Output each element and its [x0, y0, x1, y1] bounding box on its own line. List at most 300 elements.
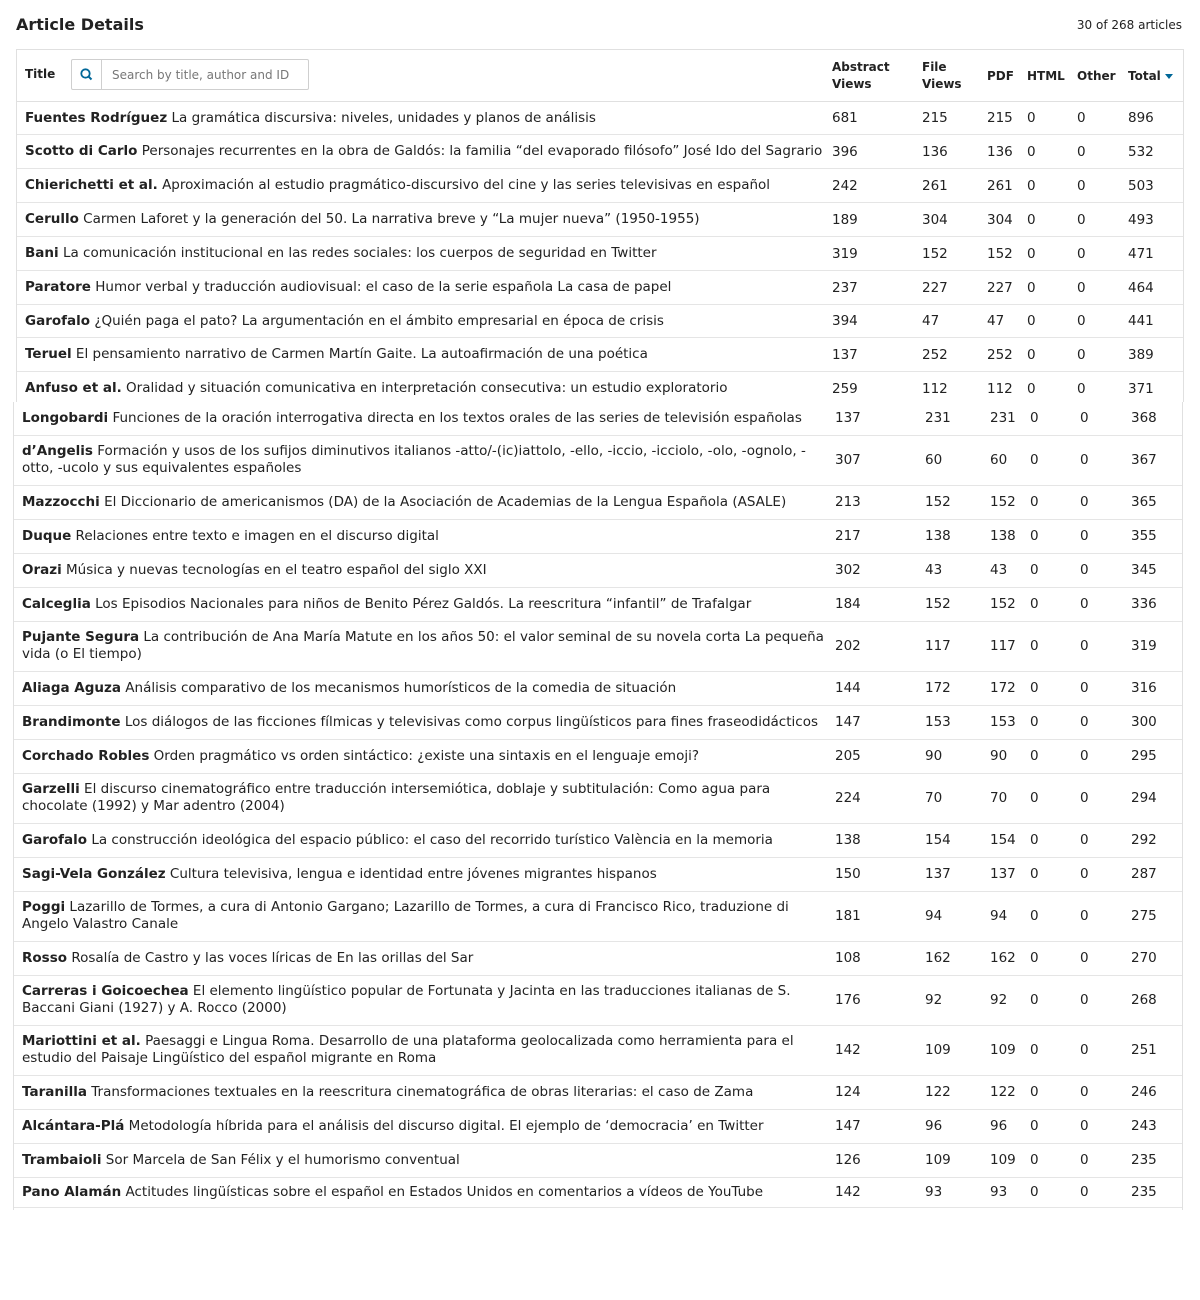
cell-html: 0 [1027, 102, 1077, 135]
cell-abstract: 176 [835, 975, 925, 1025]
cell-pdf: 136 [987, 135, 1027, 169]
article-title-cell [14, 1075, 835, 1109]
cell-total: 287 [1131, 857, 1182, 891]
cell-other: 0 [1077, 372, 1128, 403]
cell-total: 532 [1128, 135, 1183, 169]
article-author: Alcántara-Plá [22, 1117, 125, 1134]
article-title: Los diálogos de las ficciones fílmicas y televisivas como corpus lingüísticos para fines fraseodidácticos [124, 713, 818, 730]
cell-total: 316 [1131, 671, 1182, 705]
cell-pdf: 215 [987, 102, 1027, 135]
cell-pdf: 117 [990, 621, 1030, 671]
cell-other: 0 [1080, 823, 1131, 857]
table-row[interactable] [14, 435, 1182, 485]
cell-file: 138 [925, 519, 990, 553]
table-row[interactable] [14, 402, 1182, 435]
cell-file: 137 [925, 857, 990, 891]
cell-other: 0 [1080, 1075, 1131, 1109]
cell-file: 70 [925, 773, 990, 823]
table-row[interactable] [14, 671, 1182, 705]
cell-abstract: 142 [835, 1177, 925, 1207]
table-row[interactable] [14, 587, 1182, 621]
article-title-cell [14, 621, 835, 671]
cell-file: 215 [922, 102, 987, 135]
cell-other: 0 [1080, 1025, 1131, 1075]
article-title: Relaciones entre texto e imagen en el discurso digital [75, 527, 439, 544]
article-author: Garofalo [25, 312, 91, 329]
cell-file: 93 [925, 1177, 990, 1207]
cell-html: 0 [1030, 823, 1080, 857]
column-title-label: Title [25, 67, 56, 81]
cell-html: 0 [1030, 739, 1080, 773]
table-row[interactable] [17, 237, 1183, 271]
cell-html: 0 [1030, 1177, 1080, 1207]
article-title: La construcción ideológica del espacio público: el caso del recorrido turístico València en la memoria [91, 831, 773, 848]
article-count: 30 of 268 articles [1076, 18, 1182, 32]
cell-total: 243 [1131, 1109, 1182, 1143]
cell-other: 0 [1080, 891, 1131, 941]
cell-other: 0 [1077, 237, 1128, 271]
cell-pdf: 154 [990, 823, 1030, 857]
cell-file: 60 [925, 435, 990, 485]
cell-total: 300 [1131, 705, 1182, 739]
cell-abstract: 147 [835, 705, 925, 739]
cell-html: 0 [1030, 402, 1080, 435]
article-title: La comunicación institucional en las redes sociales: los cuerpos de seguridad en Twitter [62, 245, 657, 261]
article-table-top [16, 49, 1184, 402]
cell-pdf: 252 [987, 338, 1027, 372]
table-row[interactable] [17, 135, 1183, 169]
article-author: Mazzocchi [22, 493, 100, 510]
article-title: Metodología híbrida para el análisis del discurso digital. El ejemplo de ‘democracia’ en Twitter [128, 1117, 764, 1134]
cell-file: 96 [925, 1109, 990, 1143]
search-input[interactable] [102, 60, 306, 89]
article-title: Rosalía de Castro y las voces líricas de En las orillas del Sar [71, 949, 474, 966]
cell-abstract: 319 [832, 237, 922, 271]
cell-file: 122 [925, 1075, 990, 1109]
cell-total: 292 [1131, 823, 1182, 857]
cell-html: 0 [1027, 237, 1077, 271]
cell-html: 0 [1027, 135, 1077, 169]
cell-abstract: 302 [835, 553, 925, 587]
table-row[interactable] [14, 773, 1182, 823]
cell-abstract: 124 [835, 1075, 925, 1109]
cell-total: 464 [1128, 271, 1183, 305]
table-row[interactable] [17, 338, 1183, 372]
column-file-views[interactable]: File Views [922, 59, 962, 91]
cell-abstract: 259 [832, 372, 922, 403]
article-title: Funciones de la oración interrogativa directa en los textos orales de las series de televisión españolas [112, 409, 802, 426]
cell-html: 0 [1030, 1075, 1080, 1109]
column-other[interactable]: Other [1077, 68, 1116, 83]
article-author: Pujante Segura [22, 629, 140, 645]
cell-file: 109 [925, 1143, 990, 1177]
table-row[interactable] [14, 739, 1182, 773]
cell-pdf: 304 [987, 203, 1027, 237]
cell-html: 0 [1030, 435, 1080, 485]
article-author: Garzelli [22, 781, 80, 797]
cell-pdf: 152 [990, 485, 1030, 519]
cell-total: 268 [1131, 975, 1182, 1025]
cell-html: 0 [1030, 1025, 1080, 1075]
cell-pdf: 47 [987, 305, 1027, 338]
cell-html: 0 [1027, 169, 1077, 203]
cell-file: 154 [925, 823, 990, 857]
article-author: Brandimonte [22, 713, 121, 730]
article-title: Los Episodios Nacionales para niños de Benito Pérez Galdós. La reescritura “infantil” de Trafalgar [95, 595, 752, 612]
article-author: Pano Alamán [22, 1183, 122, 1200]
cell-html: 0 [1030, 485, 1080, 519]
article-title: Análisis comparativo de los mecanismos humorísticos de la comedia de situación [125, 679, 677, 696]
cell-total: 368 [1131, 402, 1182, 435]
column-abstract-views[interactable]: Abstract Views [832, 59, 890, 91]
cell-total: 355 [1131, 519, 1182, 553]
cell-total: 371 [1128, 372, 1183, 403]
cell-file: 47 [922, 305, 987, 338]
cell-other: 0 [1080, 1143, 1131, 1177]
cell-pdf: 60 [990, 435, 1030, 485]
cell-pdf: 162 [990, 941, 1030, 975]
article-title: Formación y usos de los sufijos diminutivos italianos -atto/-(ic)iattolo, -ello, -iccio, -icciolo, -olo, -ognolo, -otto, -ucolo y sus equivalentes españoles [22, 443, 806, 476]
cell-pdf: 153 [990, 705, 1030, 739]
cell-abstract: 144 [835, 671, 925, 705]
cell-other: 0 [1080, 519, 1131, 553]
cell-abstract: 396 [832, 135, 922, 169]
cell-file: 152 [925, 485, 990, 519]
cell-abstract: 137 [835, 402, 925, 435]
cell-pdf: 227 [987, 271, 1027, 305]
table-row[interactable] [14, 975, 1182, 1025]
cell-abstract: 202 [835, 621, 925, 671]
column-html[interactable]: HTML [1027, 68, 1065, 83]
article-title: Transformaciones textuales en la reescritura cinematográfica de obras literarias: el caso de Zama [91, 1083, 754, 1100]
cell-other: 0 [1077, 305, 1128, 338]
cell-abstract: 181 [835, 891, 925, 941]
table-row[interactable] [14, 621, 1182, 671]
cell-abstract: 681 [832, 102, 922, 135]
cell-pdf: 109 [990, 1143, 1030, 1177]
article-title-cell [14, 671, 835, 705]
article-author: Taranilla [22, 1083, 87, 1100]
article-title-cell [14, 519, 835, 553]
table-row[interactable] [17, 169, 1183, 203]
cell-abstract: 224 [835, 773, 925, 823]
article-title-cell [14, 891, 835, 941]
table-row[interactable] [14, 823, 1182, 857]
column-pdf[interactable]: PDF [987, 68, 1014, 83]
cell-other: 0 [1080, 621, 1131, 671]
cell-html: 0 [1030, 553, 1080, 587]
cell-total: 503 [1128, 169, 1183, 203]
cell-pdf: 138 [990, 519, 1030, 553]
table-row[interactable] [14, 705, 1182, 739]
article-author: Rosso [22, 949, 68, 966]
article-author: Mariottini et al. [22, 1033, 141, 1049]
cell-abstract: 205 [835, 739, 925, 773]
article-title-cell [17, 203, 832, 237]
article-title-cell [14, 941, 835, 975]
article-title: ¿Quién paga el pato? La argumentación en el ámbito empresarial en época de crisis [94, 312, 664, 329]
article-title: Sor Marcela de San Félix y el humorismo conventual [105, 1151, 460, 1168]
article-title-cell [14, 402, 835, 435]
cell-total: 270 [1131, 941, 1182, 975]
cell-other: 0 [1077, 338, 1128, 372]
cell-other: 0 [1077, 102, 1128, 135]
article-author: Paratore [25, 279, 91, 295]
cell-abstract: 184 [835, 587, 925, 621]
article-title-cell [14, 435, 835, 485]
cell-other: 0 [1080, 975, 1131, 1025]
article-author: Poggi [22, 899, 66, 915]
cell-pdf: 109 [990, 1025, 1030, 1075]
sort-desc-icon [1165, 74, 1173, 79]
cell-abstract: 237 [832, 271, 922, 305]
article-title-cell [14, 1143, 835, 1177]
cell-html: 0 [1030, 975, 1080, 1025]
cell-html: 0 [1027, 305, 1077, 338]
table-row[interactable] [14, 1075, 1182, 1109]
article-title-cell [14, 975, 835, 1025]
article-title: El elemento lingüístico popular de Fortunata y Jacinta en las traducciones italianas de S. Baccani Giani (1927) y A. Rocco (2000) [22, 983, 791, 1016]
article-title-cell [14, 773, 835, 823]
cell-html: 0 [1030, 1109, 1080, 1143]
cell-other: 0 [1080, 553, 1131, 587]
article-author: Scotto di Carlo [25, 143, 138, 159]
article-title-cell [17, 338, 832, 372]
cell-other: 0 [1080, 773, 1131, 823]
cell-file: 304 [922, 203, 987, 237]
cell-file: 252 [922, 338, 987, 372]
cell-total: 294 [1131, 773, 1182, 823]
article-author: Cerullo [25, 211, 79, 227]
cell-file: 172 [925, 671, 990, 705]
cell-file: 152 [925, 587, 990, 621]
cell-file: 94 [925, 891, 990, 941]
cell-other: 0 [1080, 435, 1131, 485]
cell-total: 471 [1128, 237, 1183, 271]
cell-pdf: 92 [990, 975, 1030, 1025]
cell-abstract: 307 [835, 435, 925, 485]
article-title: El pensamiento narrativo de Carmen Martín Gaite. La autoafirmación de una poética [75, 346, 648, 362]
article-title: Música y nuevas tecnologías en el teatro español del siglo XXI [66, 561, 487, 578]
cell-abstract: 394 [832, 305, 922, 338]
article-title-cell [17, 135, 832, 169]
cell-pdf: 122 [990, 1075, 1030, 1109]
article-title-cell [14, 739, 835, 773]
cell-html: 0 [1030, 1143, 1080, 1177]
article-title-cell [14, 553, 835, 587]
table-row[interactable] [17, 271, 1183, 305]
article-title-cell [14, 705, 835, 739]
cell-pdf: 231 [990, 402, 1030, 435]
cell-total: 493 [1128, 203, 1183, 237]
cell-html: 0 [1030, 941, 1080, 975]
cell-other: 0 [1080, 857, 1131, 891]
cell-html: 0 [1030, 671, 1080, 705]
table-row[interactable] [17, 305, 1183, 338]
cell-file: 92 [925, 975, 990, 1025]
cell-pdf: 94 [990, 891, 1030, 941]
cell-html: 0 [1027, 203, 1077, 237]
article-title-cell [14, 1109, 835, 1143]
cell-abstract: 138 [835, 823, 925, 857]
cell-html: 0 [1030, 587, 1080, 621]
cell-file: 136 [922, 135, 987, 169]
cell-html: 0 [1027, 271, 1077, 305]
cell-total: 319 [1131, 621, 1182, 671]
article-table-continued [14, 402, 1182, 1208]
cell-html: 0 [1030, 773, 1080, 823]
cell-file: 43 [925, 553, 990, 587]
article-title: Aproximación al estudio pragmático-discursivo del cine y las series televisivas en español [162, 177, 771, 193]
article-title: La contribución de Ana María Matute en los años 50: el valor seminal de su novela corta La pequeña vida (o El tiempo) [22, 629, 824, 662]
cell-abstract: 213 [835, 485, 925, 519]
cell-html: 0 [1030, 621, 1080, 671]
article-title: La gramática discursiva: niveles, unidades y planos de análisis [171, 109, 596, 126]
cell-other: 0 [1077, 271, 1128, 305]
table-row[interactable] [17, 102, 1183, 135]
table-row[interactable] [17, 203, 1183, 237]
article-author: Trambaioli [22, 1151, 102, 1168]
cell-total: 295 [1131, 739, 1182, 773]
article-author: Calceglia [22, 595, 91, 612]
cell-file: 153 [925, 705, 990, 739]
cell-html: 0 [1030, 519, 1080, 553]
article-title: Actitudes lingüísticas sobre el español en Estados Unidos en comentarios a vídeos de YouTube [125, 1183, 764, 1200]
article-author: Longobardi [22, 409, 109, 426]
article-title-cell [14, 1025, 835, 1075]
article-title-cell [17, 305, 832, 338]
table-row[interactable] [14, 941, 1182, 975]
cell-abstract: 142 [835, 1025, 925, 1075]
cell-other: 0 [1080, 402, 1131, 435]
column-total[interactable] [1128, 50, 1183, 102]
cell-abstract: 189 [832, 203, 922, 237]
article-table [17, 50, 1183, 402]
cell-total: 365 [1131, 485, 1182, 519]
article-author: Anfuso et al. [25, 380, 122, 396]
cell-file: 109 [925, 1025, 990, 1075]
article-title: Humor verbal y traducción audiovisual: el caso de la serie española La casa de papel [95, 279, 672, 295]
search-icon [72, 60, 101, 89]
article-author: Chierichetti et al. [25, 177, 158, 193]
cell-total: 275 [1131, 891, 1182, 941]
table-row[interactable] [14, 891, 1182, 941]
cell-pdf: 90 [990, 739, 1030, 773]
cell-other: 0 [1080, 1177, 1131, 1207]
cell-abstract: 126 [835, 1143, 925, 1177]
cell-pdf: 152 [990, 587, 1030, 621]
cell-total: 441 [1128, 305, 1183, 338]
table-row[interactable] [17, 372, 1183, 403]
cell-pdf: 172 [990, 671, 1030, 705]
cell-other: 0 [1077, 169, 1128, 203]
table-row[interactable] [14, 553, 1182, 587]
cell-total: 235 [1131, 1143, 1182, 1177]
page-header [16, 14, 1184, 36]
cell-file: 227 [922, 271, 987, 305]
cell-html: 0 [1030, 891, 1080, 941]
article-title: Oralidad y situación comunicativa en interpretación consecutiva: un estudio exploratorio [126, 380, 728, 396]
cell-total: 246 [1131, 1075, 1182, 1109]
page-title: Article Details [16, 15, 144, 34]
article-author: Garofalo [22, 831, 88, 848]
article-title-cell [14, 485, 835, 519]
article-author: Duque [22, 527, 72, 544]
cell-total: 896 [1128, 102, 1183, 135]
table-row[interactable] [14, 1177, 1182, 1207]
article-author: Orazi [22, 561, 62, 578]
cell-file: 112 [922, 372, 987, 403]
cell-html: 0 [1030, 705, 1080, 739]
article-title-cell [17, 237, 832, 271]
table-row[interactable] [14, 1143, 1182, 1177]
cell-abstract: 242 [832, 169, 922, 203]
article-title: El Diccionario de americanismos (DA) de la Asociación de Academias de la Lengua Española (ASALE) [104, 493, 787, 510]
cell-abstract: 150 [835, 857, 925, 891]
cell-pdf: 70 [990, 773, 1030, 823]
cell-other: 0 [1077, 135, 1128, 169]
table-row[interactable] [14, 519, 1182, 553]
article-title: Carmen Laforet y la generación del 50. La narrativa breve y “La mujer nueva” (1950-1955) [83, 211, 700, 227]
article-author: Teruel [25, 346, 72, 362]
article-title: Orden pragmático vs orden sintáctico: ¿existe una sintaxis en el lenguaje emoji? [153, 747, 700, 764]
cell-pdf: 96 [990, 1109, 1030, 1143]
article-title: Personajes recurrentes en la obra de Galdós: la familia “del evaporado filósofo” José Ido del Sagrario [141, 143, 823, 159]
table-row[interactable] [14, 857, 1182, 891]
column-title [17, 50, 832, 102]
article-title-cell [14, 857, 835, 891]
table-row[interactable] [14, 485, 1182, 519]
cell-total: 235 [1131, 1177, 1182, 1207]
cell-file: 117 [925, 621, 990, 671]
cell-pdf: 43 [990, 553, 1030, 587]
cell-other: 0 [1080, 671, 1131, 705]
cell-total: 367 [1131, 435, 1182, 485]
table-row[interactable] [14, 1109, 1182, 1143]
article-author: d’Angelis [22, 443, 93, 459]
article-author: Carreras i Goicoechea [22, 983, 189, 999]
cell-pdf: 93 [990, 1177, 1030, 1207]
cell-file: 152 [922, 237, 987, 271]
article-title-cell [14, 1177, 835, 1207]
cell-file: 261 [922, 169, 987, 203]
cell-other: 0 [1080, 705, 1131, 739]
article-title: Lazarillo de Tormes, a cura di Antonio Gargano; Lazarillo de Tormes, a cura di Francisco Rico, traduzione di Angelo Valastro Canale [22, 899, 789, 932]
cell-other: 0 [1080, 485, 1131, 519]
article-title: El discurso cinematográfico entre traducción intersemiótica, doblaje y subtitulación: Como agua para chocolate (1992) y Mar adentro (2004) [22, 781, 771, 814]
article-title-cell [17, 372, 832, 403]
cell-html: 0 [1030, 857, 1080, 891]
search-button[interactable] [72, 60, 102, 89]
table-row[interactable] [14, 1025, 1182, 1075]
cell-other: 0 [1077, 203, 1128, 237]
article-author: Bani [25, 245, 59, 261]
article-table-bottom [13, 402, 1183, 1210]
cell-other: 0 [1080, 587, 1131, 621]
cell-pdf: 112 [987, 372, 1027, 403]
article-title-cell [17, 271, 832, 305]
cell-html: 0 [1027, 372, 1077, 403]
article-title-cell [14, 587, 835, 621]
cell-pdf: 137 [990, 857, 1030, 891]
article-author: Fuentes Rodríguez [25, 109, 168, 126]
article-title-cell [14, 823, 835, 857]
cell-abstract: 147 [835, 1109, 925, 1143]
cell-total: 345 [1131, 553, 1182, 587]
cell-abstract: 108 [835, 941, 925, 975]
cell-other: 0 [1080, 941, 1131, 975]
cell-total: 251 [1131, 1025, 1182, 1075]
